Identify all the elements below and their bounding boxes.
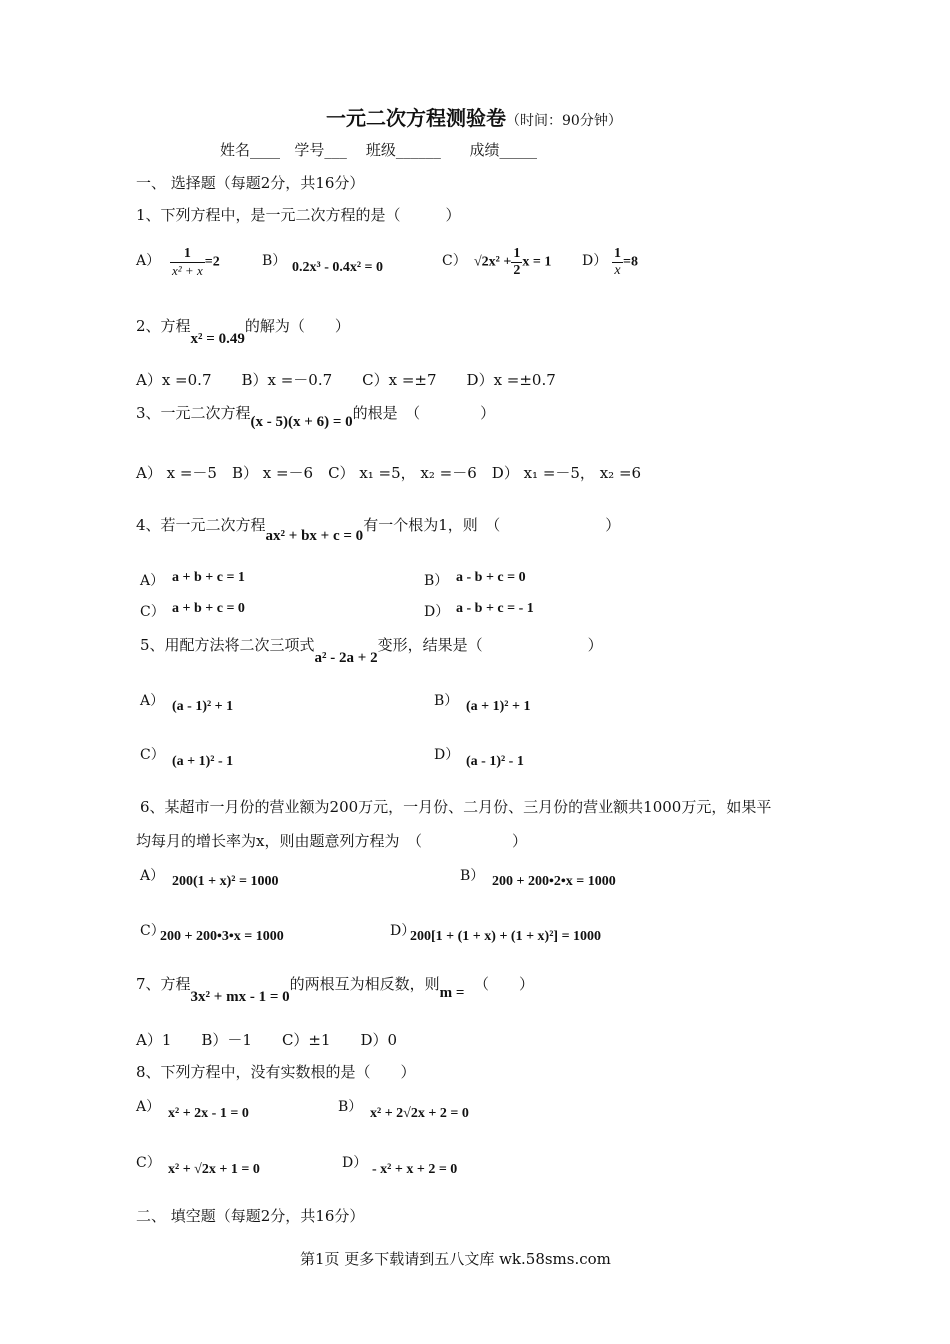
class-field: 班级______ — [365, 141, 441, 159]
q1-option-c-expr: √2x² + $\frac{1}{2}$ x = 1 — [474, 246, 552, 278]
q8-option-d-expr: - x² + x + 2 = 0 — [372, 1162, 458, 1177]
section-1-heading: 一、 选择题（每题2分，共16分） — [136, 174, 365, 192]
q4-option-b-expr: a - b + c = 0 — [456, 570, 526, 585]
student-id-field: 学号___ — [294, 141, 347, 159]
q8-option-c-expr: x² + √2x + 1 = 0 — [168, 1162, 260, 1177]
q1-option-c-label: C） — [442, 253, 467, 269]
q8-option-d-label: D） — [342, 1155, 368, 1171]
question-4-stem: 4、若一元二次方程ax² + bx + c = 0有一个根为1，则 （ ） — [136, 516, 621, 544]
q5-option-d-expr: (a - 1)² - 1 — [466, 754, 524, 769]
q1-option-d-expr: $\frac{1}{x}$ =8 — [614, 246, 638, 278]
q5-option-c-expr: (a + 1)² - 1 — [172, 754, 234, 769]
question-2-stem: 2、方程x² = 0.49的解为（ ） — [136, 317, 350, 347]
q1-option-a-label: A） — [136, 253, 161, 269]
time-note: （时间：90分钟） — [506, 113, 622, 129]
score-field: 成绩_____ — [469, 141, 538, 159]
q6-option-a-expr: 200(1 + x)² = 1000 — [172, 874, 279, 889]
q1-option-b-label: B） — [262, 253, 287, 269]
q4-option-a-label: A） — [140, 573, 165, 589]
q7-m-expr: m = — [439, 985, 465, 1001]
question-8-stem: 8、下列方程中，没有实数根的是（ ） — [136, 1063, 416, 1081]
q6-option-a-label: A） — [140, 868, 165, 884]
student-info-row — [220, 139, 537, 160]
q1-option-d-label: D） — [582, 253, 608, 269]
q5-option-b-label: B） — [434, 693, 459, 709]
q5-option-d-label: D） — [434, 747, 460, 763]
question-5-stem: 5、用配方法将二次三项式a² - 2a + 2变形，结果是（ ） — [140, 636, 603, 666]
page-title-row — [326, 102, 622, 131]
fraction: $\frac{1}{\text{x² + x}}$ — [172, 246, 203, 278]
q5-option-c-label: C） — [140, 747, 165, 763]
question-6-stem-line-2: 均每月的增长率为x，则由题意列方程为 （ ） — [136, 832, 527, 850]
q4-option-d-label: D） — [424, 604, 450, 620]
q8-option-c-label: C） — [136, 1155, 161, 1171]
q6-option-b-label: B） — [460, 868, 485, 884]
q8-option-a-expr: x² + 2x - 1 = 0 — [168, 1106, 249, 1121]
q6-option-d-label: D） — [390, 923, 416, 939]
q2-equation: x² = 0.49 — [190, 331, 245, 347]
q5-option-b-expr: (a + 1)² + 1 — [466, 699, 531, 714]
page-title: 一元二次方程测验卷 — [326, 106, 506, 130]
q4-option-c-expr: a + b + c = 0 — [172, 601, 245, 616]
q6-option-b-expr: 200 + 200•2•x = 1000 — [492, 874, 616, 889]
q1-option-a-expr: $\frac{1}{\text{x² + x}}$ =2 — [172, 246, 220, 278]
question-2-options: A）x =0.7 B）x =－0.7 C）x =±7 D）x =±0.7 — [136, 371, 556, 389]
question-7-options: A）1 B）－1 C）±1 D）0 — [136, 1031, 398, 1049]
q7-equation: 3x² + mx - 1 = 0 — [190, 989, 290, 1005]
name-field: 姓名____ — [220, 141, 281, 159]
page-footer: 第1页 更多下载请到五八文库 wk.58sms.com — [300, 1250, 611, 1268]
question-6-stem-line-1: 6、某超市一月份的营业额为200万元，一月份、二月份、三月份的营业额共1000万元，如果平 — [140, 798, 772, 816]
q3-equation: (x - 5)(x + 6) = 0 — [250, 414, 353, 430]
q6-option-c-expr: 200 + 200•3•x = 1000 — [160, 929, 284, 944]
question-3-stem: 3、一元二次方程(x - 5)(x + 6) = 0的根是 （ ） — [136, 404, 496, 430]
fraction: $\frac{1}{x}$ — [614, 246, 621, 278]
fraction: $\frac{1}{2}$ — [513, 246, 521, 278]
question-1-stem: 1、下列方程中，是一元二次方程的是（ ） — [136, 206, 461, 224]
q4-option-c-label: C） — [140, 604, 165, 620]
q4-option-d-expr: a - b + c = - 1 — [456, 601, 534, 616]
q1-option-b-expr: 0.2x³ - 0.4x² = 0 — [292, 260, 384, 275]
q5-option-a-expr: (a - 1)² + 1 — [172, 699, 234, 714]
q6-option-c-label: C） — [140, 923, 165, 939]
q8-option-a-label: A） — [136, 1099, 161, 1115]
q4-option-a-expr: a + b + c = 1 — [172, 570, 245, 585]
q4-option-b-label: B） — [424, 573, 449, 589]
q5-option-a-label: A） — [140, 693, 165, 709]
q4-equation: ax² + bx + c = 0 — [265, 528, 364, 544]
q6-option-d-expr: 200[1 + (1 + x) + (1 + x)²] = 1000 — [410, 929, 602, 944]
question-3-options: A） x =－5 B） x =－6 C） x₁ =5， x₂ =－6 D） x₁ =－5， x₂ =6 — [136, 464, 642, 482]
q5-expression: a² - 2a + 2 — [314, 650, 378, 666]
q8-option-b-label: B） — [338, 1099, 363, 1115]
section-2-heading: 二、 填空题（每题2分，共16分） — [136, 1207, 365, 1225]
q8-option-b-expr: x² + 2√2x + 2 = 0 — [370, 1106, 469, 1121]
question-7-stem: 7、方程3x² + mx - 1 = 0的两根互为相反数，则m = （ ） — [136, 975, 535, 1005]
